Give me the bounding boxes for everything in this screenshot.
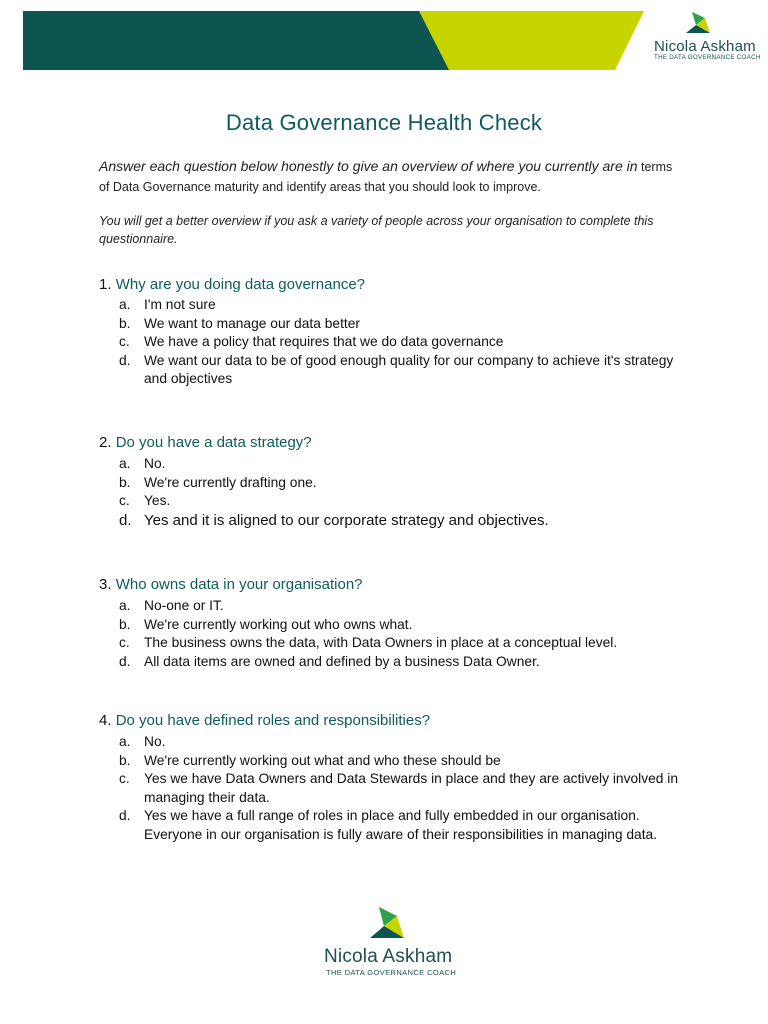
question-3-options <box>119 597 679 671</box>
option-d <box>119 352 679 389</box>
question-1-title <box>99 276 365 293</box>
question-number: 3. <box>99 576 112 593</box>
option-c <box>119 634 679 653</box>
option-letter: b. <box>119 752 131 768</box>
logo-name: Nicola Askham <box>654 38 756 55</box>
option-letter: a. <box>119 456 131 471</box>
option-text: We want our data to be of good enough quality for our company to achieve it's strategy and objectives <box>144 352 674 386</box>
page-title: Data Governance Health Check <box>225 110 543 135</box>
option-text: No. <box>144 456 166 471</box>
question-4-options <box>119 733 679 844</box>
option-letter: d. <box>119 511 132 529</box>
option-text: Yes we have Data Owners and Data Stewards in place and they are actively involved in managing their data. <box>144 771 679 805</box>
option-a <box>119 597 679 616</box>
option-d <box>119 511 679 531</box>
option-letter: a. <box>119 734 131 749</box>
option-d <box>119 807 679 844</box>
option-c <box>119 492 679 511</box>
option-text: I'm not sure <box>144 297 216 312</box>
option-text: We're currently drafting one. <box>144 474 317 490</box>
option-letter: c. <box>119 493 130 508</box>
option-text: We're currently working out what and who these should be <box>144 752 501 768</box>
question-text: Who owns data in your organisation? <box>115 576 363 593</box>
question-text: Do you have defined roles and responsibilities? <box>115 712 431 729</box>
option-letter: d. <box>119 653 131 669</box>
footer-logo-name: Nicola Askham <box>324 946 453 967</box>
question-2-title <box>99 434 312 451</box>
question-2-options <box>119 455 679 531</box>
question-number: 2. <box>99 434 112 451</box>
option-letter: a. <box>119 598 131 613</box>
option-a <box>119 733 679 752</box>
option-text: No. <box>144 734 166 749</box>
option-letter: c. <box>119 635 130 650</box>
intro-rest: terms of Data Governance maturity and identify areas that you should look to improve. <box>99 160 673 194</box>
option-b <box>119 752 679 771</box>
question-3-title <box>99 576 363 593</box>
option-letter: a. <box>119 297 131 312</box>
question-number: 4. <box>99 712 112 729</box>
question-1-options <box>119 296 679 389</box>
option-text: Yes and it is aligned to our corporate strategy and objectives. <box>144 511 549 529</box>
option-letter: d. <box>119 352 131 368</box>
intro-paragraph-1 <box>99 157 679 197</box>
question-text: Why are you doing data governance? <box>115 276 366 293</box>
option-b <box>119 616 679 635</box>
option-b <box>119 315 679 334</box>
option-letter: b. <box>119 474 131 490</box>
option-text: Yes. <box>144 493 171 508</box>
option-a <box>119 455 679 474</box>
option-text: We're currently working out who owns what. <box>144 616 413 632</box>
logo-mark-icon <box>686 12 710 34</box>
option-d <box>119 653 679 672</box>
option-text: We have a policy that requires that we do data governance <box>144 334 504 349</box>
option-text: We want to manage our data better <box>144 315 361 331</box>
footer-logo-tagline: THE DATA GOVERNANCE COACH <box>326 968 457 977</box>
option-letter: c. <box>119 771 130 786</box>
logo-mark-icon <box>370 907 404 939</box>
footer-logo <box>310 905 460 985</box>
option-c <box>119 770 679 807</box>
option-text: No-one or IT. <box>144 598 224 613</box>
option-letter: d. <box>119 808 131 823</box>
option-a <box>119 296 679 315</box>
header-logo <box>648 12 768 62</box>
intro-paragraph-2: You will get a better overview if you ask a variety of people across your organisation to complete this questionnaire. <box>99 214 654 246</box>
option-letter: b. <box>119 315 131 331</box>
option-b <box>119 474 679 493</box>
option-c <box>119 333 679 352</box>
question-number: 1. <box>99 276 112 293</box>
option-letter: c. <box>119 334 130 349</box>
intro-lead: Answer each question below honestly to give an overview of where you currently are in <box>99 158 638 174</box>
option-text: Yes we have a full range of roles in place and fully embedded in our organisation. Everyone in our organisation is fully aware of their responsibilities in managing data. <box>144 808 658 842</box>
logo-tagline: THE DATA GOVERNANCE COACH <box>654 54 761 61</box>
option-letter: b. <box>119 616 131 632</box>
option-text: All data items are owned and defined by a business Data Owner. <box>144 653 540 669</box>
option-text: The business owns the data, with Data Owners in place at a conceptual level. <box>144 635 618 650</box>
question-4-title <box>99 712 430 729</box>
question-text: Do you have a data strategy? <box>115 434 312 451</box>
